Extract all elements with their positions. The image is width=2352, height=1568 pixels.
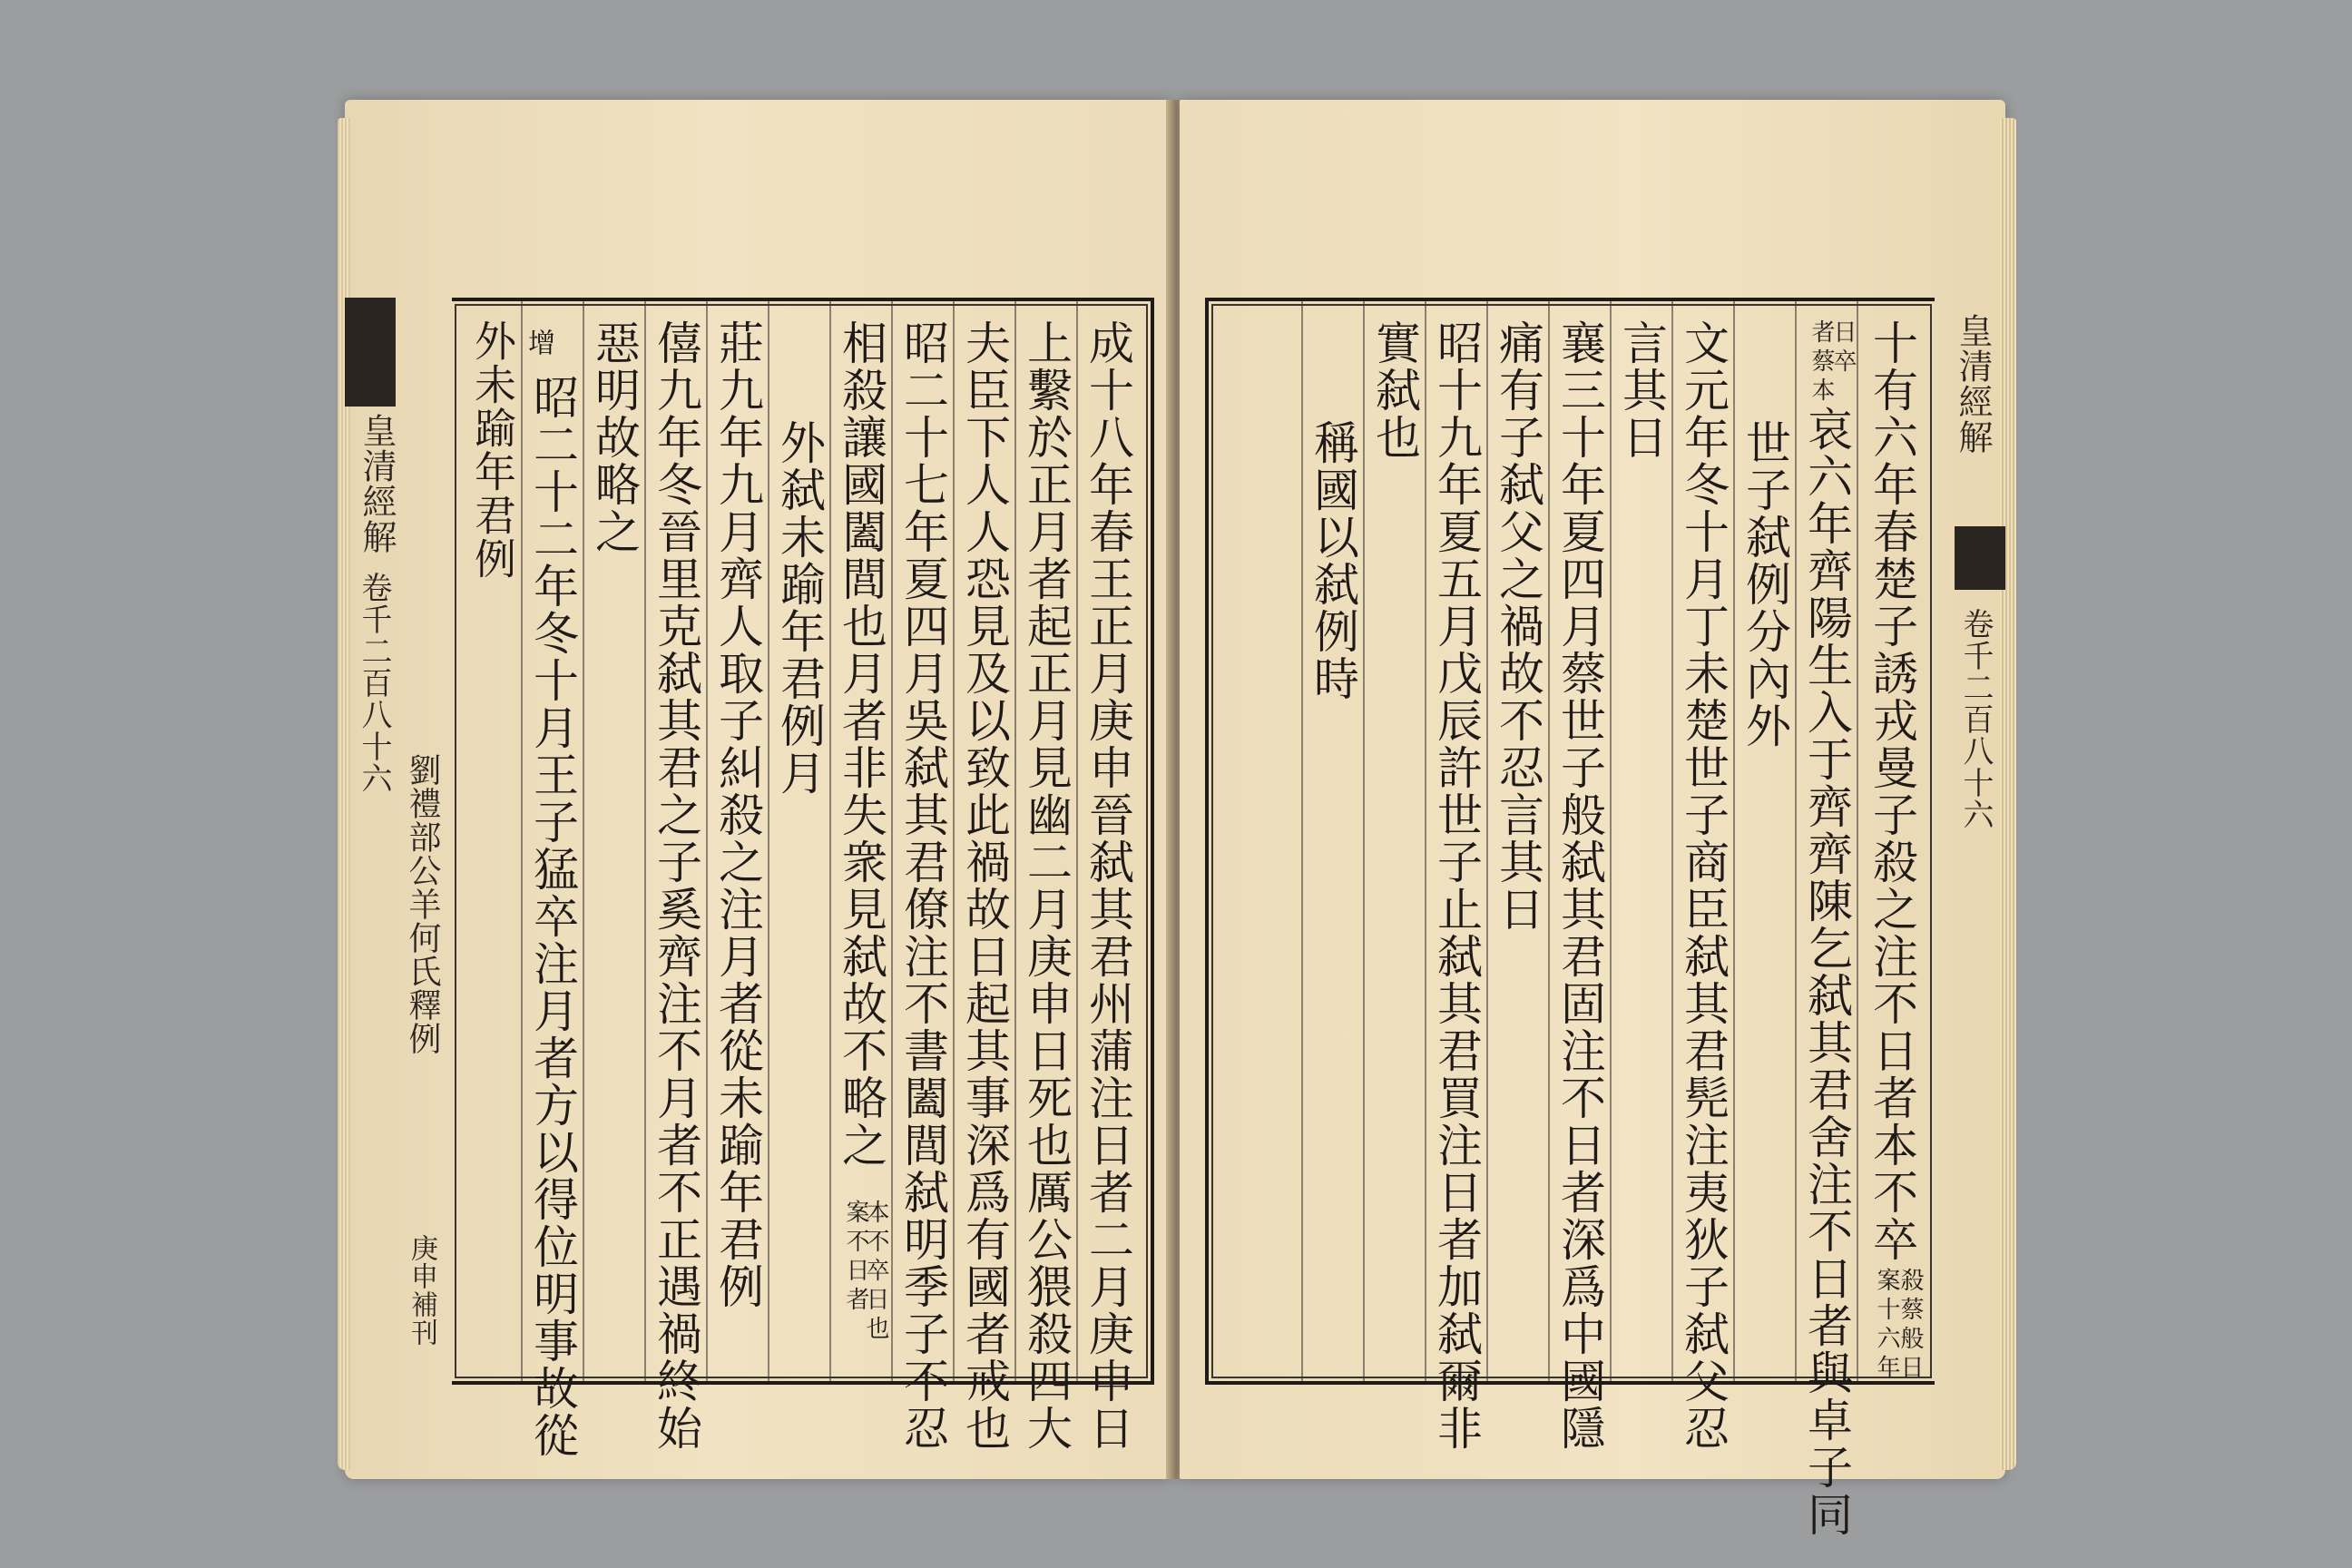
margin-volume: 卷千二百八十六 xyxy=(1957,608,1994,830)
right-page-edge xyxy=(2000,118,2016,1470)
left-text-frame xyxy=(452,298,1154,1459)
interlinear-note: 者蔡本 xyxy=(1808,319,1835,407)
text-column: 昭十九年夏五月戊辰許世子止弑其君買注日者加弑爾非 xyxy=(1430,319,1483,1452)
text-column: 上繫於正月者起正月見幽二月庚申日死也厲公猥殺四大 xyxy=(1020,319,1073,1452)
fish-tail-mark xyxy=(1955,526,2005,590)
interlinear-note: 日卒 xyxy=(1829,319,1857,377)
section-heading: 稱國以弑例時 xyxy=(1307,419,1359,702)
text-column: 僖九年冬晉里克弑其君之子奚齊注不月者不正遇禍終始 xyxy=(650,319,702,1452)
interlinear-note: 案十六年 xyxy=(1873,1268,1900,1384)
margin-footer: 庚申補刊 xyxy=(406,1234,437,1347)
text-column: 昭二十七年夏四月吳弑其君僚注不書闔閭弑明季子不忍 xyxy=(897,319,949,1452)
text-column: 哀六年齊陽生入于齊齊陳乞弑其君舍注不日者與卓子同 xyxy=(1800,406,1853,1538)
margin-author: 劉禮部公羊何氏釋例 xyxy=(404,753,441,1055)
margin-title: 皇清經解 xyxy=(1953,313,1993,455)
text-column: 夫臣下人人恐見及以致此禍故日起其事深爲有國者戒也 xyxy=(958,319,1011,1452)
text-column: 言其日 xyxy=(1615,319,1668,461)
left-page xyxy=(345,100,1171,1479)
text-column: 成十八年春王正月庚申晉弑其君州蒲注日者二月庚申日 xyxy=(1082,319,1134,1452)
interlinear-note: 殺蔡般日 xyxy=(1896,1268,1924,1384)
margin-volume: 卷千二百八十六 xyxy=(356,572,392,794)
right-text-frame xyxy=(1205,298,1935,1538)
section-heading: 外弑未踰年君例月 xyxy=(773,419,826,797)
interlinear-note: 本不卒日也 xyxy=(862,1200,889,1345)
text-column: 昭二十二年冬十月王子猛卒注月者方以得位明事故從 xyxy=(526,374,579,1459)
text-column: 相殺讓國闔閭也月者非失衆見弑故不略之 xyxy=(835,319,887,1169)
interlinear-note: 案不日者 xyxy=(842,1200,869,1316)
text-column: 外未踰年君例 xyxy=(468,319,517,581)
section-heading: 世子弑例分內外 xyxy=(1739,419,1791,750)
right-page xyxy=(1180,100,2005,1538)
text-column: 襄三十年夏四月蔡世子般弑其君固注不日者深爲中國隱 xyxy=(1553,319,1606,1452)
fish-tail-mark xyxy=(345,298,396,407)
open-book xyxy=(345,100,2005,1538)
text-column: 文元年冬十月丁未楚世子商臣弑其君髡注夷狄子弑父忍 xyxy=(1677,319,1730,1452)
text-column: 實弑也 xyxy=(1368,319,1421,461)
text-column: 莊九年九月齊人取子糾殺之注月者從未踰年君例 xyxy=(711,319,764,1310)
column-head-mark: 增 xyxy=(523,328,554,361)
text-column: 痛有子弑父之禍故不忍言其日 xyxy=(1492,319,1544,933)
text-column: 惡明故略之 xyxy=(588,319,641,555)
text-column: 十有六年春楚子誘戎曼子殺之注不日者本不卒 xyxy=(1866,319,1918,1263)
margin-title: 皇清經解 xyxy=(357,413,397,554)
